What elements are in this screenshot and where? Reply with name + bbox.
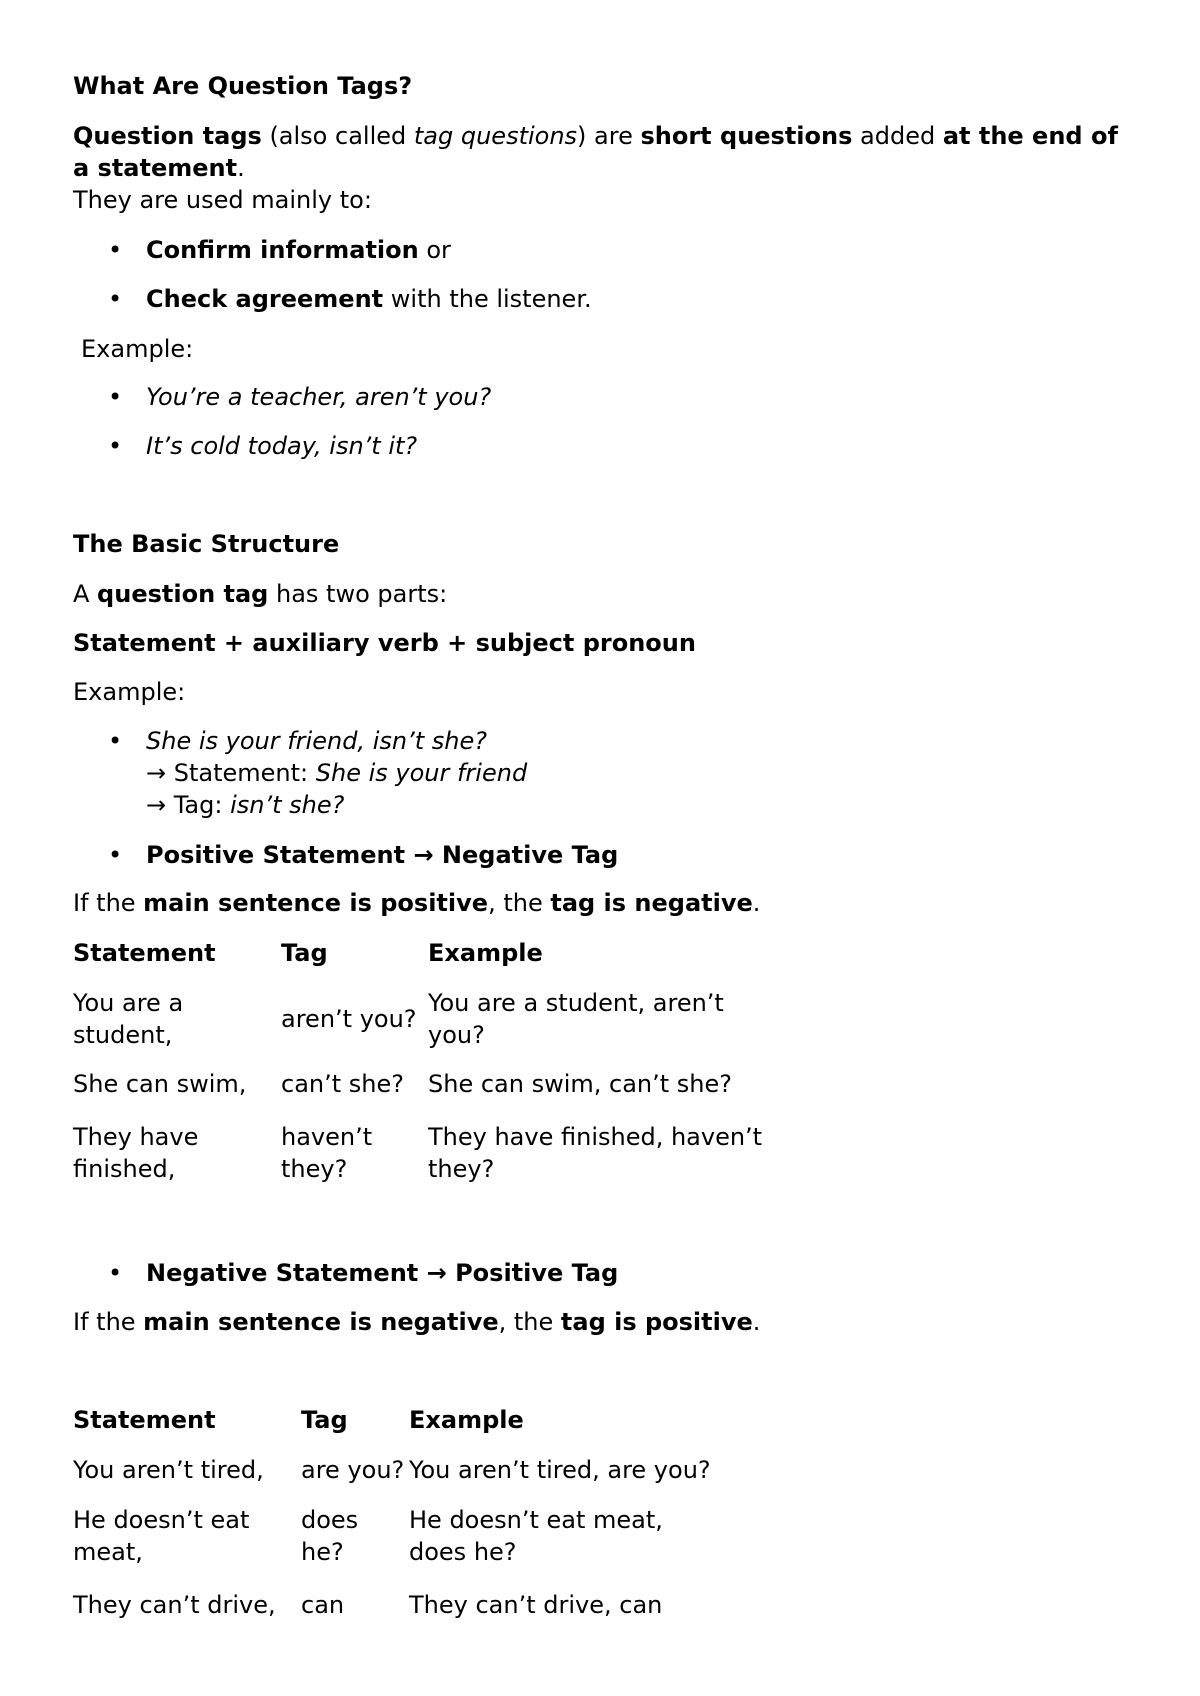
table-cell-statement: They have finished, [73, 1123, 199, 1183]
tag-label: Tag: [166, 791, 231, 819]
statement-value: She is your friend [315, 759, 528, 787]
arrow-right-icon: → [146, 791, 167, 819]
rule-text: If the [73, 889, 144, 917]
table-cell-statement: You aren’t tired, [73, 1456, 264, 1484]
heading-negative-statement: Negative Statement → Positive Tag [146, 1259, 619, 1287]
table-header-statement: Statement [73, 1406, 216, 1434]
use-item-rest: or [418, 236, 451, 264]
intro-text-2: ) are [577, 122, 641, 150]
table-cell-example: You are a student, aren’t you? [428, 989, 724, 1049]
rule-text: , the [488, 889, 551, 917]
intro-term: Question tags [73, 122, 262, 150]
heading-positive-statement: Positive Statement → Negative Tag [146, 841, 619, 869]
arrow-right-icon: → [146, 759, 167, 787]
rule-bold: main sentence is positive [143, 889, 489, 917]
example-item: It’s cold today, isn’t it? [146, 432, 418, 460]
table-cell-statement: She can swim, [73, 1070, 247, 1098]
structure-example: She is your friend, isn’t she? [146, 727, 487, 755]
rule-bold: tag is positive [560, 1308, 753, 1336]
intro-text-4: . [237, 154, 245, 182]
bullet-icon: • [108, 841, 123, 869]
table-cell-tag: can [301, 1591, 345, 1619]
heading-basic-structure: The Basic Structure [73, 530, 340, 558]
intro-end-a: at the end of [942, 122, 1118, 150]
example-item: You’re a teacher, aren’t you? [146, 383, 492, 411]
table-header-tag: Tag [281, 939, 328, 967]
structure-statement-line [146, 757, 527, 789]
two-parts-term: question tag [97, 580, 269, 608]
intro-short-questions: short questions [640, 122, 853, 150]
intro-alt-term: tag questions [413, 122, 578, 150]
table-header-example: Example [428, 939, 543, 967]
table-cell-statement: They can’t drive, [73, 1591, 276, 1619]
table-cell-tag: aren’t you? [281, 1005, 417, 1033]
bullet-icon: • [108, 383, 123, 411]
two-parts-line [73, 578, 447, 610]
heading-what-are-question-tags: What Are Question Tags? [73, 72, 413, 100]
two-parts-text-b: has two parts: [268, 580, 448, 608]
tag-value: isn’t she? [230, 791, 345, 819]
use-item-bold: Check agreement [146, 285, 384, 313]
rule-bold: main sentence is negative [143, 1308, 499, 1336]
table-cell-example: They have finished, haven’t they? [428, 1123, 763, 1183]
table-header-statement: Statement [73, 939, 216, 967]
intro-text-1: (also called [261, 122, 414, 150]
structure-formula: Statement + auxiliary verb + subject pronoun [73, 629, 696, 657]
table-cell-statement: You are a student, [73, 989, 184, 1049]
rule-text: . [752, 889, 761, 917]
two-parts-text-a: A [73, 580, 98, 608]
negative-rule [73, 1306, 760, 1338]
bullet-icon: • [108, 432, 123, 460]
bullet-icon: • [108, 236, 123, 264]
bullet-icon: • [108, 1259, 123, 1287]
positive-rule [73, 887, 760, 919]
table-cell-example: She can swim, can’t she? [428, 1070, 733, 1098]
example-label: Example: [81, 335, 194, 363]
table-cell-example: You aren’t tired, are you? [409, 1456, 711, 1484]
rule-text: , the [498, 1308, 561, 1336]
table-cell-statement: He doesn’t eat meat, [73, 1506, 250, 1566]
example-label: Example: [73, 678, 186, 706]
table-cell-example: They can’t drive, can [409, 1591, 663, 1619]
table-header-tag: Tag [301, 1406, 348, 1434]
intro-end-b: a statement [73, 154, 238, 182]
intro-text-3: added [852, 122, 943, 150]
intro-line-2 [73, 152, 245, 184]
table-cell-tag: haven’t they? [281, 1123, 373, 1183]
table-header-example: Example [409, 1406, 524, 1434]
used-for-text: They are used mainly to: [73, 186, 372, 214]
rule-text: . [752, 1308, 761, 1336]
table-cell-tag: does he? [301, 1506, 359, 1566]
use-item-rest: with the listener. [383, 285, 592, 313]
rule-bold: tag is negative [550, 889, 753, 917]
rule-text: If the [73, 1308, 144, 1336]
use-item-confirm [146, 234, 451, 266]
statement-label: Statement: [166, 759, 316, 787]
intro-line-1 [73, 120, 1118, 152]
use-item-check [146, 283, 592, 315]
bullet-icon: • [108, 727, 123, 755]
structure-tag-line [146, 789, 344, 821]
table-cell-tag: are you? [301, 1456, 405, 1484]
table-cell-tag: can’t she? [281, 1070, 404, 1098]
table-cell-example: He doesn’t eat meat, does he? [409, 1506, 663, 1566]
use-item-bold: Confirm information [146, 236, 419, 264]
bullet-icon: • [108, 285, 123, 313]
